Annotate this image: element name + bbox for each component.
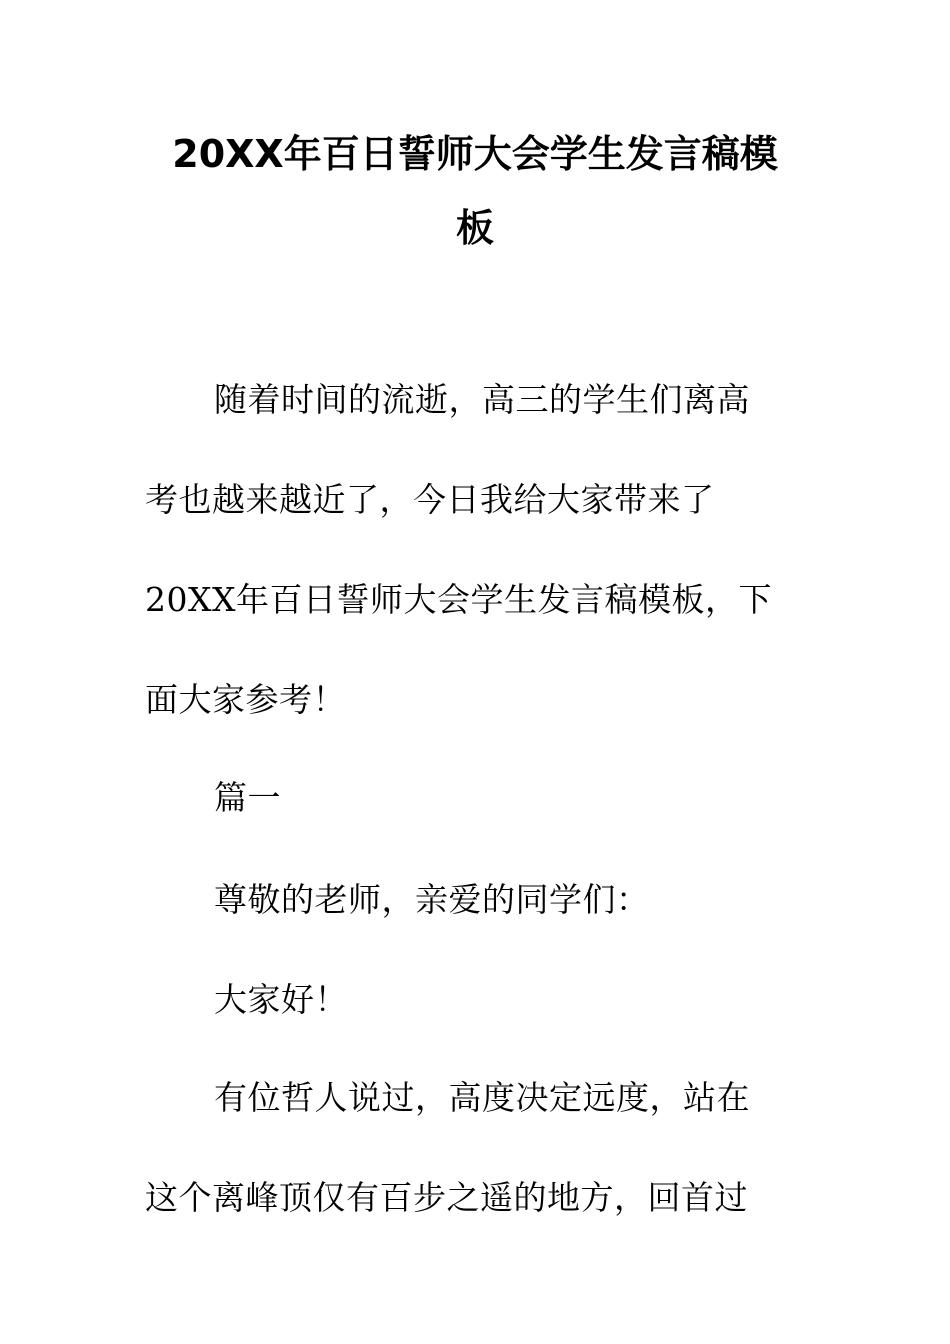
paragraph-body-line: 有位哲人说过，高度决定远度，站在 xyxy=(214,1078,750,1117)
paragraph-body-line: 这个离峰顶仅有百步之遥的地方，回首过 xyxy=(145,1178,748,1217)
paragraph-intro-line: 20XX年百日誓师大会学生发言稿模板，下 xyxy=(145,580,772,619)
paragraph-intro-line: 面大家参考！ xyxy=(145,680,346,719)
salutation: 尊敬的老师，亲爱的同学们： xyxy=(214,880,650,919)
greeting: 大家好！ xyxy=(214,980,348,1019)
document-title: 20XX年百日誓师大会学生发言稿模 xyxy=(172,132,778,176)
paragraph-intro-line: 考也越来越近了，今日我给大家带来了 xyxy=(145,480,715,519)
section-heading: 篇一 xyxy=(214,778,281,817)
document-title-continued: 板 xyxy=(455,206,494,250)
paragraph-intro-line: 随着时间的流逝，高三的学生们离高 xyxy=(214,380,750,419)
